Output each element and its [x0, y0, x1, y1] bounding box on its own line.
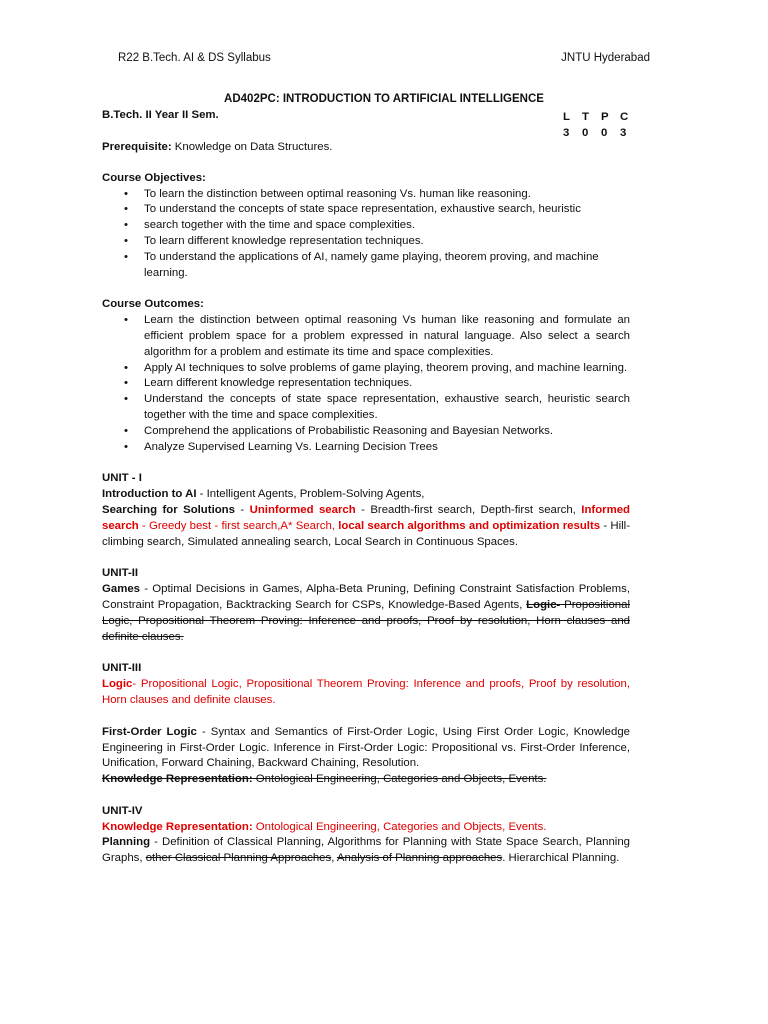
ltpc-labels — [563, 109, 639, 125]
unit2-logic-text: Propositional Logic, Propositional Theorem Proving: Inference and proofs, Proof by resolution, Horn clauses and definite clauses. — [102, 598, 630, 643]
list-item: • Apply AI techniques to solve problems of game playing, theorem proving, and machine learning. — [144, 361, 630, 377]
objectives-heading: Course Objectives: — [102, 171, 206, 184]
unit4-planning — [102, 835, 630, 867]
unit3-logic-label: Logic — [102, 678, 133, 691]
unit3-kr-text: Ontological Engineering, Categories and Objects, Events. — [252, 773, 547, 786]
list-item: • Learn different knowledge representation techniques. — [144, 376, 630, 392]
list-item: • Analyze Supervised Learning Vs. Learning Decision Trees — [144, 440, 630, 456]
unit2-games-label: Games — [102, 583, 140, 596]
unit4-struck-2: Analysis of Planning approaches — [336, 852, 503, 865]
unit1-after-uninformed: - Breadth-first search, Depth-first search, — [355, 503, 582, 516]
list-item: • Learn the distinction between optimal reasoning Vs human like reasoning and formulate an efficient problem space for a problem expressed in natural language. Also select a search algorithm for a problem and estimate its time and space complexities. — [144, 313, 630, 360]
unit1-intro-text: - Intelligent Agents, Problem-Solving Agents, — [196, 488, 425, 501]
ltpc-label-p: P — [601, 111, 609, 123]
unit2-games-text: - Optimal Decisions in Games, Alpha-Beta Pruning, Defining Constraint Satisfaction Problems, Constraint Propagation, Backtracking Search for CSPs, Knowledge-Based Agents, — [102, 583, 630, 611]
list-item: • To understand the applications of AI, namely game playing, theorem proving, and machine learning. — [144, 250, 630, 282]
unit3-logic — [102, 677, 630, 709]
unit3-logic-text: - Propositional Logic, Propositional Theorem Proving: Inference and proofs, Proof by resolution, Horn clauses and definite clauses. — [102, 678, 630, 706]
unit3-fol-text: - Syntax and Semantics of First-Order Logic, Using First Order Logic, Knowledge Engineering in First-Order Logic. Inference in First-Order Logic: Propositional vs. First-Order Inference, Unification, Forward Chaining, Backward Chaining, Resolution. — [102, 725, 630, 770]
unit1-informed: Informed search — [102, 503, 631, 532]
unit1-intro-label: Introduction to AI — [102, 488, 197, 501]
unit1-tail: - Hill-climbing search, Simulated annealing search, Local Search in Continuous Spaces. — [102, 519, 630, 548]
unit1-heading: UNIT - I — [102, 472, 142, 485]
unit4-kr-label: Knowledge Representation: — [102, 820, 253, 833]
unit3-fol — [102, 725, 630, 772]
unit1-search — [102, 503, 630, 550]
unit4-planning-text: - Definition of Classical Planning, Algorithms for Planning with State Space Search, Planning Graphs, — [102, 836, 630, 865]
unit1-intro — [102, 487, 630, 503]
outcomes-list — [102, 313, 630, 455]
unit4-between: , — [331, 852, 337, 865]
unit4-struck-1: other Classical Planning Approaches — [145, 852, 332, 865]
unit3-kr — [102, 772, 630, 788]
ltpc-value-t: 0 — [582, 127, 589, 139]
unit4-kr — [102, 820, 630, 836]
unit4-planning-label: Planning — [102, 836, 151, 849]
unit1-search-dash: - — [234, 503, 250, 516]
unit2-heading: UNIT-II — [102, 567, 139, 580]
list-item: • Comprehend the applications of Probabilistic Reasoning and Bayesian Networks. — [144, 424, 630, 440]
prerequisite — [102, 140, 630, 156]
unit3-heading: UNIT-III — [102, 662, 142, 675]
list-item: • To understand the concepts of state space representation, exhaustive search, heuristic — [144, 202, 630, 218]
list-item: • To learn the distinction between optimal reasoning Vs. human like reasoning. — [144, 187, 630, 203]
ltpc-label-l: L — [563, 111, 570, 123]
unit4-heading: UNIT-IV — [102, 804, 143, 817]
unit2-body — [102, 582, 630, 645]
list-item: • search together with the time and space complexities. — [144, 218, 630, 234]
unit1-search-label: Searching for Solutions — [102, 503, 235, 516]
semester: B.Tech. II Year II Sem. — [102, 109, 219, 121]
header-right: JNTU Hyderabad — [561, 52, 650, 64]
unit3-fol-label: First-Order Logic — [102, 725, 197, 738]
ltpc-values — [563, 125, 639, 141]
unit1-greedy: - Greedy best - first search,A* Search, — [138, 519, 339, 532]
unit1-local: local search algorithms and optimization results — [338, 519, 601, 532]
course-title: AD402PC: INTRODUCTION TO ARTIFICIAL INTELLIGENCE — [224, 93, 544, 105]
unit4-kr-text: Ontological Engineering, Categories and Objects, Events. — [252, 820, 547, 833]
prerequisite-label: Prerequisite: — [102, 141, 172, 153]
unit1-uninformed: Uninformed search — [249, 503, 356, 516]
syllabus-content — [102, 140, 630, 867]
list-item: • To learn different knowledge representation techniques. — [144, 234, 630, 250]
unit2-logic-label: Logic- — [526, 598, 561, 611]
prerequisite-text: Knowledge on Data Structures. — [171, 141, 333, 153]
ltpc-value-c: 3 — [620, 127, 627, 139]
ltpc-value-p: 0 — [601, 127, 608, 139]
outcomes-heading: Course Outcomes: — [102, 298, 204, 311]
ltpc-label-c: C — [620, 111, 629, 123]
unit4-tail: . Hierarchical Planning. — [502, 852, 620, 865]
objectives-list — [102, 187, 630, 282]
ltpc-label-t: T — [582, 111, 589, 123]
unit3-kr-label: Knowledge Representation: — [102, 773, 253, 786]
header-left: R22 B.Tech. AI & DS Syllabus — [118, 52, 271, 64]
ltpc-table — [563, 109, 639, 141]
list-item: • Understand the concepts of state space representation, exhaustive search, heuristic search together with the time and space complexities. — [144, 392, 630, 424]
ltpc-value-l: 3 — [563, 127, 570, 139]
